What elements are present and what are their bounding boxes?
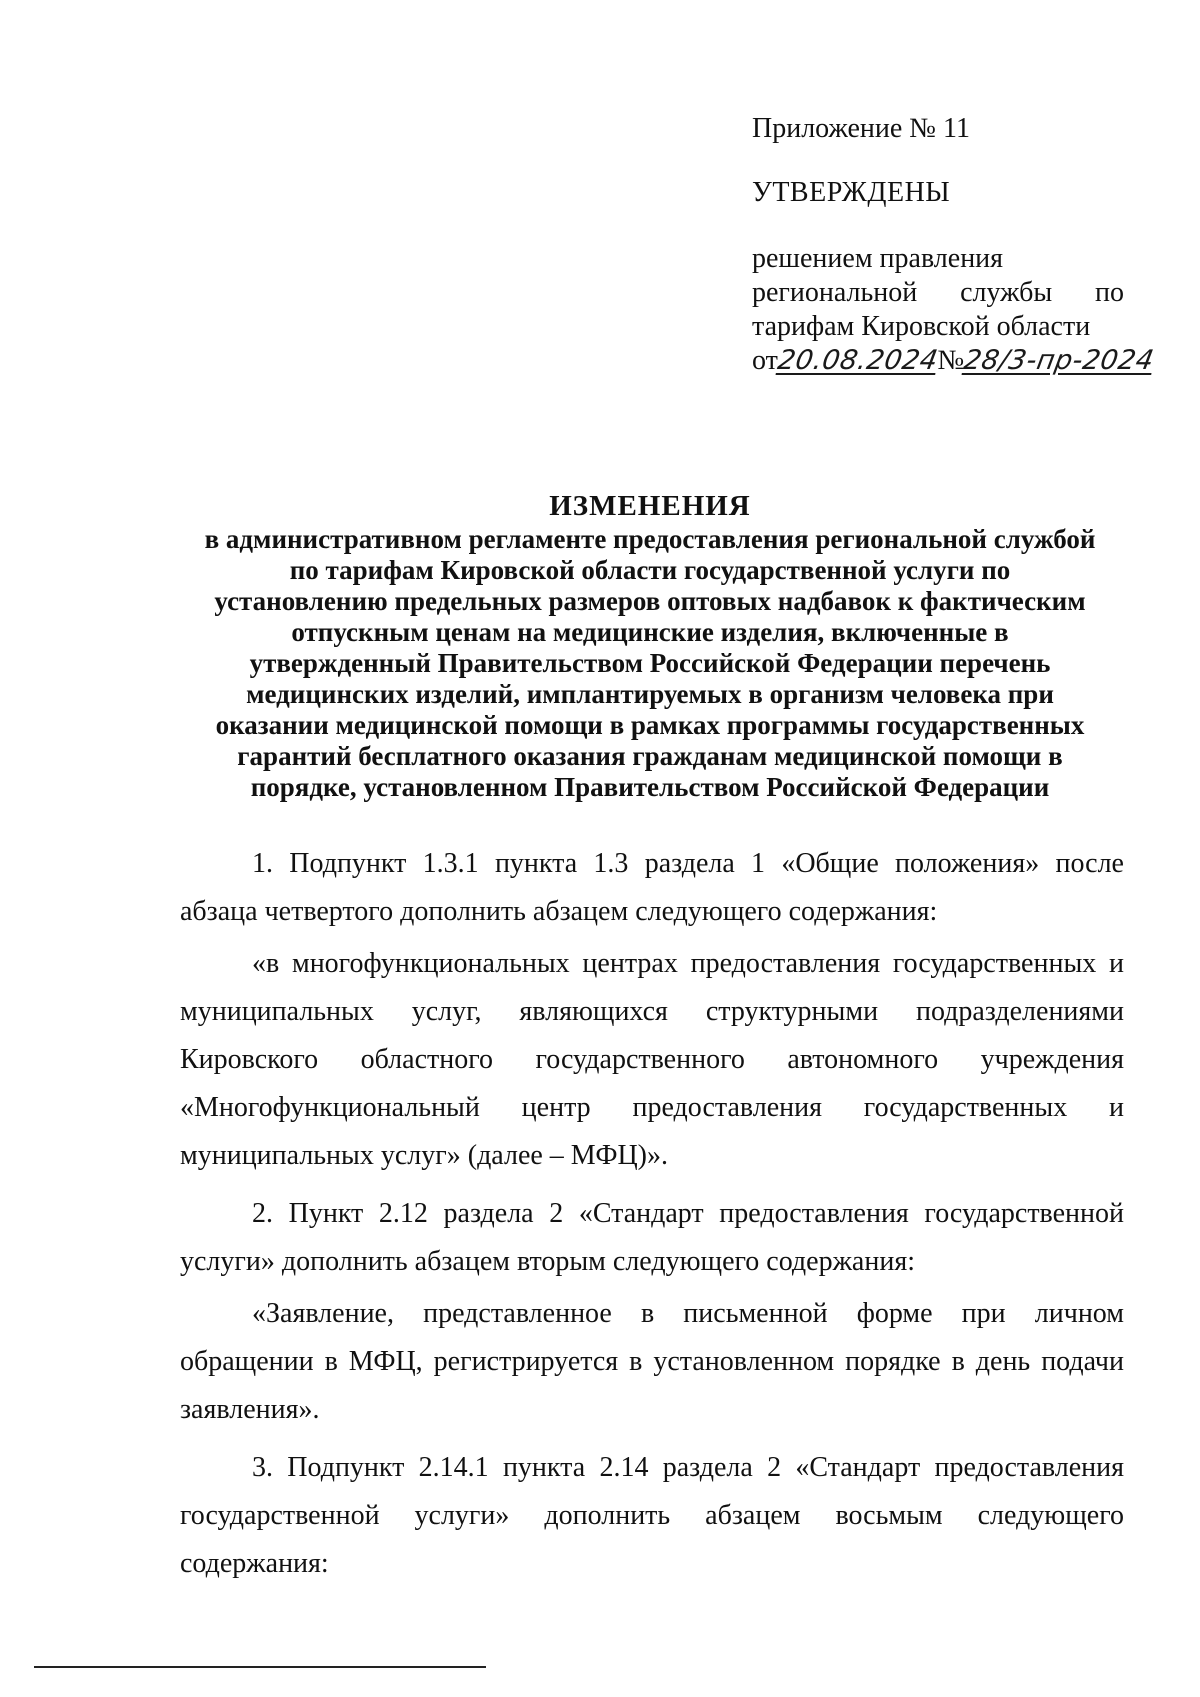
title-subline: медицинских изделий, имплантируемых в организм человека при: [246, 679, 1054, 709]
approval-authority-line-1: решением правления: [752, 243, 1004, 274]
title-subline: гарантий бесплатного оказания гражданам медицинской помощи в: [237, 741, 1063, 771]
document-body: [180, 840, 1124, 1588]
document-title-block: [170, 488, 1130, 803]
appendix-number: Приложение № 11: [752, 113, 970, 144]
number-prefix: №: [937, 345, 965, 376]
title-subline: установлению предельных размеров оптовых надбавок к фактическим: [214, 586, 1086, 616]
paragraph-1: 1. Подпункт 1.3.1 пункта 1.3 раздела 1 «Общие положения» после абзаца четвертого дополнить абзацем следующего содержания:: [180, 848, 1124, 927]
paragraph-1-quote: «в многофункциональных центрах предоставления государственных и муниципальных услуг, являющихся структурными подразделениями Кировского областного государственного автономного учреждения «Многофункциональный центр предоставления государственных и муниципальных услуг» (далее – МФЦ)».: [180, 948, 1124, 1171]
paragraph-3: 3. Подпункт 2.14.1 пункта 2.14 раздела 2 «Стандарт предоставления государственной услуги» дополнить абзацем восьмым следующего содержания:: [180, 1452, 1124, 1579]
title-subline: оказании медицинской помощи в рамках программы государственных: [215, 710, 1085, 740]
approval-authority-line-3: тарифам Кировской области: [752, 311, 1091, 342]
title-subline: в административном регламенте предоставления региональной службой: [204, 524, 1096, 554]
approved-heading: УТВЕРЖДЕНЫ: [752, 177, 951, 208]
approval-date-line: [752, 344, 1157, 378]
approval-authority-line-2: региональной службы по: [752, 277, 1124, 308]
title-subline: утвержденный Правительством Российской Федерации перечень: [249, 648, 1051, 678]
date-prefix: от: [752, 345, 778, 376]
document-title: ИЗМЕНЕНИЯ: [549, 490, 751, 522]
title-subline: порядке, установленном Правительством Российской Федерации: [250, 772, 1050, 802]
handwritten-number: 28/3-пр-2024: [961, 345, 1157, 376]
paragraph-2: 2. Пункт 2.12 раздела 2 «Стандарт предоставления государственной услуги» дополнить абзацем вторым следующего содержания:: [180, 1198, 1124, 1277]
footnote-divider: [34, 1666, 486, 1668]
paragraph-2-quote: «Заявление, представленное в письменной форме при личном обращении в МФЦ, регистрируется в установленном порядке в день подачи заявления».: [180, 1298, 1124, 1425]
approval-block: [752, 112, 1157, 378]
title-subline: отпускным ценам на медицинские изделия, включенные в: [291, 617, 1009, 647]
title-subline: по тарифам Кировской области государственной услуги по: [289, 555, 1011, 585]
handwritten-date: 20.08.2024: [775, 345, 941, 376]
